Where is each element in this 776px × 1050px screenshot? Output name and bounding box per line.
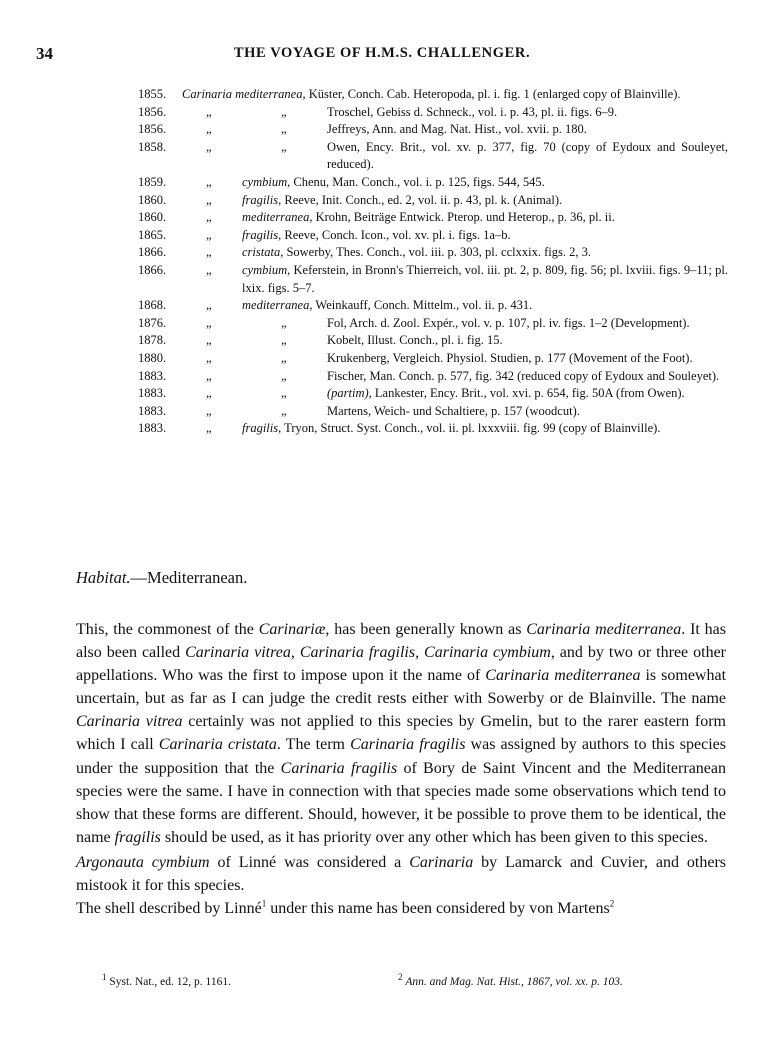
species-name: cymbium, bbox=[242, 174, 291, 189]
ditto-mark: „ bbox=[281, 122, 287, 137]
bibliography-list bbox=[0, 86, 776, 438]
entry-year: 1876. bbox=[138, 315, 167, 330]
entry-text bbox=[327, 350, 728, 368]
ditto-mark: „ bbox=[206, 245, 212, 260]
species-name: (partim), bbox=[327, 386, 372, 401]
ditto-mark: „ bbox=[281, 333, 287, 348]
bibliography-entry bbox=[0, 121, 776, 139]
bibliography-entry bbox=[0, 315, 776, 333]
entry-text bbox=[327, 403, 728, 421]
habitat-value: —Mediterranean. bbox=[130, 568, 248, 587]
ditto-mark: „ bbox=[206, 174, 212, 189]
ditto-mark: „ bbox=[281, 403, 287, 418]
citation: Krohn, Beiträge Entwick. Pterop. und Heterop., p. 36, pl. ii. bbox=[315, 210, 615, 225]
entry-year: 1883. bbox=[138, 386, 167, 401]
citation: Reeve, Init. Conch., ed. 2, vol. ii. p. 43, pl. k. (Animal). bbox=[284, 192, 563, 207]
entry-year: 1883. bbox=[138, 421, 167, 436]
ditto-mark: „ bbox=[206, 122, 212, 137]
entry-year: 1856. bbox=[138, 104, 167, 119]
species-name: cymbium, bbox=[242, 262, 291, 277]
entry-year: 1855. bbox=[138, 87, 167, 101]
ditto-mark: „ bbox=[206, 315, 212, 330]
bibliography-entry bbox=[0, 86, 776, 104]
citation: Keferstein, in Bronn's Thierreich, vol. iii. pt. 2, p. 809, fig. 56; pl. lxviii. figs. 9–11; pl. lxix. figs. 5–7. bbox=[242, 262, 729, 295]
bibliography-entry bbox=[0, 420, 776, 438]
species-name: cristata, bbox=[242, 245, 284, 260]
paragraph: Argonauta cymbium of Linné was considered a Carinaria by Lamarck and Cuvier, and others mistook it for this species. bbox=[76, 853, 727, 895]
ditto-mark: „ bbox=[206, 298, 212, 313]
footnote-ref: 1 bbox=[261, 898, 267, 909]
bibliography-entry bbox=[0, 209, 776, 227]
ditto-mark: „ bbox=[206, 262, 212, 277]
entry-year: 1866. bbox=[138, 245, 167, 260]
entry-text bbox=[242, 209, 728, 227]
entry-text bbox=[327, 315, 728, 333]
citation: Martens, Weich- und Schaltiere, p. 157 (woodcut). bbox=[327, 403, 580, 418]
bibliography-entry bbox=[0, 368, 776, 386]
ditto-mark: „ bbox=[281, 368, 287, 383]
ditto-mark: „ bbox=[206, 139, 212, 154]
citation: Chenu, Man. Conch., vol. i. p. 125, figs. 544, 545. bbox=[293, 174, 545, 189]
citation: Jeffreys, Ann. and Mag. Nat. Hist., vol. xvii. p. 180. bbox=[327, 122, 587, 137]
habitat-label: Habitat. bbox=[76, 568, 131, 587]
ditto-mark: „ bbox=[281, 139, 287, 154]
entry-year: 1866. bbox=[138, 262, 167, 277]
ditto-mark: „ bbox=[281, 350, 287, 365]
ditto-mark: „ bbox=[206, 210, 212, 225]
citation: Sowerby, Thes. Conch., vol. iii. p. 303, pl. cclxxix. figs. 2, 3. bbox=[286, 245, 591, 260]
bibliography-entry bbox=[0, 262, 776, 297]
ditto-mark: „ bbox=[206, 386, 212, 401]
ditto-mark: „ bbox=[281, 386, 287, 401]
entry-text bbox=[242, 227, 728, 245]
ditto-mark: „ bbox=[206, 421, 212, 436]
bibliography-entry bbox=[0, 297, 776, 315]
citation: Fischer, Man. Conch. p. 577, fig. 342 (reduced copy of Eydoux and Souleyet). bbox=[327, 368, 720, 383]
entry-year: 1865. bbox=[138, 227, 167, 242]
species-name: mediterranea, bbox=[242, 298, 313, 313]
bibliography-entry bbox=[0, 139, 776, 174]
entry-text bbox=[242, 244, 728, 262]
species-name: Carinaria mediterranea, bbox=[182, 87, 306, 101]
entry-text bbox=[242, 262, 728, 297]
bibliography-entry bbox=[0, 104, 776, 122]
habitat-line bbox=[76, 568, 247, 588]
entry-text bbox=[242, 420, 728, 438]
entry-text bbox=[327, 139, 728, 174]
entry-text bbox=[327, 121, 728, 139]
entry-year: 1878. bbox=[138, 333, 167, 348]
body-text bbox=[76, 618, 726, 920]
entry-text bbox=[327, 368, 728, 386]
entry-year: 1883. bbox=[138, 403, 167, 418]
entry-year: 1859. bbox=[138, 174, 167, 189]
citation: Lankester, Ency. Brit., vol. xvi. p. 654, fig. 50A (from Owen). bbox=[374, 386, 685, 401]
citation: Krukenberg, Vergleich. Physiol. Studien, p. 177 (Movement of the Foot). bbox=[327, 350, 693, 365]
entry-text bbox=[327, 104, 728, 122]
citation: Owen, Ency. Brit., vol. xv. p. 377, fig. 70 (copy of Eydoux and Souleyet, reduced). bbox=[327, 139, 728, 172]
entry-text bbox=[242, 297, 728, 315]
ditto-mark: „ bbox=[206, 368, 212, 383]
page-number: 34 bbox=[36, 44, 53, 63]
bibliography-entry bbox=[0, 403, 776, 421]
running-header bbox=[36, 44, 728, 68]
entry-year: 1883. bbox=[138, 368, 167, 383]
species-name: mediterranea, bbox=[242, 210, 313, 225]
ditto-mark: „ bbox=[281, 315, 287, 330]
citation: Tryon, Struct. Syst. Conch., vol. ii. pl. lxxxviii. fig. 99 (copy of Blainville). bbox=[284, 421, 661, 436]
bibliography-entry bbox=[0, 244, 776, 262]
citation: Troschel, Gebiss d. Schneck., vol. i. p. 43, pl. ii. figs. 6–9. bbox=[327, 104, 618, 119]
ditto-mark: „ bbox=[281, 104, 287, 119]
citation: Reeve, Conch. Icon., vol. xv. pl. i. figs. 1a–b. bbox=[284, 227, 511, 242]
citation: Fol, Arch. d. Zool. Expér., vol. v. p. 107, pl. iv. figs. 1–2 (Development). bbox=[327, 315, 690, 330]
footnote: $^1$ Syst. Nat., ed. 12, p. 1161. bbox=[102, 972, 231, 988]
ditto-mark: „ bbox=[206, 227, 212, 242]
entry-text bbox=[327, 332, 728, 350]
citation: Weinkauff, Conch. Mittelm., vol. ii. p. 431. bbox=[315, 298, 533, 313]
bibliography-entry bbox=[0, 350, 776, 368]
ditto-mark: „ bbox=[206, 403, 212, 418]
ditto-mark: „ bbox=[206, 104, 212, 119]
ditto-mark: „ bbox=[206, 333, 212, 348]
ditto-mark: „ bbox=[206, 192, 212, 207]
species-name: fragilis, bbox=[242, 421, 282, 436]
entry-year: 1856. bbox=[138, 122, 167, 137]
bibliography-entry bbox=[0, 332, 776, 350]
entry-text bbox=[327, 385, 728, 403]
footnote: $^2$ Ann. and Mag. Nat. Hist., 1867, vol. xx. p. 103. bbox=[398, 972, 623, 988]
entry-year: 1868. bbox=[138, 298, 167, 313]
paragraph: This, the commonest of the Carinariæ, has been generally known as Carinaria mediterranea. It has also been called Carinaria vitrea, Carinaria fragilis, Carinaria cymbium, and by two or three other appellations. Who was the first to impose upon it the name of Carinaria mediterranea is somewhat uncertain, but as far as I can judge the credit rests either with Sowerby or de Blainville. The name Carinaria vitrea certainly was not applied to this species by Gmelin, but to the rarer eastern form which I call Carinaria cristata. The term Carinaria fragilis was assigned by authors to this species under the supposition that the Carinaria fragilis of Bory de Saint Vincent and the Mediterranean species were the same. I have in connection with that species made some observations which tend to show that these forms are different. Should, however, it be possible to prove them to be identical, the name fragilis should be used, as it has priority over any other which has been given to this species. bbox=[76, 621, 727, 846]
entry-year: 1860. bbox=[138, 192, 167, 207]
entry-text bbox=[242, 174, 728, 192]
citation: Küster, Conch. Cab. Heteropoda, pl. i. fig. 1 (enlarged copy of Blainville). bbox=[308, 87, 681, 101]
bibliography-entry bbox=[0, 192, 776, 210]
entry-year: 1858. bbox=[138, 139, 167, 154]
entry-year: 1860. bbox=[138, 210, 167, 225]
ditto-mark: „ bbox=[206, 350, 212, 365]
footnote-ref: 2 bbox=[609, 898, 615, 909]
bibliography-entry bbox=[0, 174, 776, 192]
entry-year: 1880. bbox=[138, 350, 167, 365]
citation: Kobelt, Illust. Conch., pl. i. fig. 15. bbox=[327, 333, 503, 348]
species-name: fragilis, bbox=[242, 227, 282, 242]
entry-text bbox=[242, 192, 728, 210]
bibliography-entry bbox=[0, 385, 776, 403]
running-title: THE VOYAGE OF H.M.S. CHALLENGER. bbox=[233, 45, 531, 61]
paragraph: The shell described by Linné$^1$ under this name has been considered by von Martens$^2$ bbox=[76, 898, 615, 918]
bibliography-entry bbox=[0, 227, 776, 245]
entry-text bbox=[182, 86, 728, 104]
species-name: fragilis, bbox=[242, 192, 282, 207]
